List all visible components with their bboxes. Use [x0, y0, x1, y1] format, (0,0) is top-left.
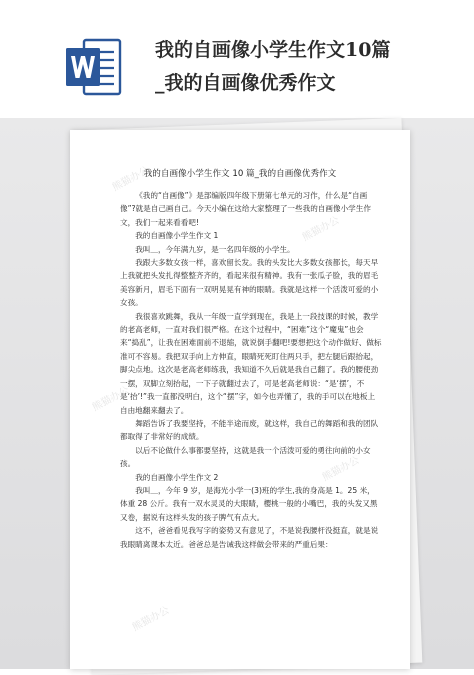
- document-page: [70, 130, 410, 669]
- document-body: [120, 189, 382, 551]
- paragraph: 《我的“自画像”》是部编版四年级下册第七单元的习作，什么是“自画像”?就是自己画自己。今天小编在这给大家整理了一些我的自画像小学生作文，我们一起来看看吧!: [120, 191, 371, 227]
- section-heading: 我的自画像小学生作文 1: [135, 231, 219, 241]
- banner-title: 我的自画像小学生作文10篇 _我的自画像优秀作文: [155, 39, 391, 94]
- watermark-text: 熊猫办公: [320, 455, 362, 484]
- watermark-text: 熊猫办公: [110, 165, 152, 194]
- watermark-text: 熊猫办公: [130, 605, 172, 634]
- paragraph: 我很喜欢跳舞，我从一年级一直学到现在，我是上一段技课的时候，教学的老高老师，一直对我们很严格。在这个过程中，“困难”这个“魔鬼”也会来“捣乱”，让我在困难面前不退缩，就说倒手翻吧!要想把这个动作做好、做标准可不容易。我把双手向上方伸直，眼睛死死盯住两只手，把左腿后跟抬起，脚尖点地。这次是老高老师练我，我知道不久后就是我自己翻了。我的腰使劲一摆，双脚立刻抬起，一下子就翻过去了，可是老高老师说：“是‘摆’，不是‘抬’!”我一直都没明白，这个“摆”字，如今也弄懂了，我的手可以在地板上自由地翻来翻去了。: [120, 311, 382, 415]
- title-banner: [0, 0, 474, 120]
- paragraph: 这不，爸爸看见我写字的姿势又有意见了，不是说我腰杆没挺直，就是说我眼睛离课本太近。爸爸总是告诫我这样做会带来的严重后果：: [120, 526, 379, 549]
- paragraph: 以后不论做什么事都要坚持，这就是我一个活泼可爱的勇往向前的小女孩。: [120, 445, 371, 469]
- paragraph: 舞蹈告诉了我要坚持，不能半途而废，就这样，我自己的舞蹈和我的团队都取得了非常好的成绩。: [120, 418, 379, 442]
- paragraph: 我叫＿，今年 9 岁，是海光小学一(3)班的学生,我的身高是 1。25 米，体重 28 公斤。我有一双水灵灵的大眼睛，樱桃一般的小嘴巴，我的头发又黑又卷，据说有这样头发的孩子脾气有点大。: [120, 485, 378, 522]
- watermark-text: 熊猫办公: [90, 385, 132, 414]
- watermark-text: 熊猫办公: [300, 215, 342, 244]
- paragraph: 我叫＿，今年满九岁，是一名四年级的小学生。: [135, 244, 295, 254]
- section-heading: 我的自画像小学生作文 2: [135, 472, 219, 482]
- document-title: 我的自画像小学生作文 10 篇_我的自画像优秀作文: [143, 169, 337, 179]
- paragraph: 我跟大多数女孩一样，喜欢留长发。我的头发比大多数女孩都长，每天早上我就把头发扎得整整齐齐的，看起来很有精神。我有一张瓜子脸，我的眉毛美容新月，眉毛下面有一双明晃晃有神的眼睛。我就是这样一个活泼可爱的小女孩。: [120, 258, 379, 308]
- word-document-icon: [64, 38, 122, 96]
